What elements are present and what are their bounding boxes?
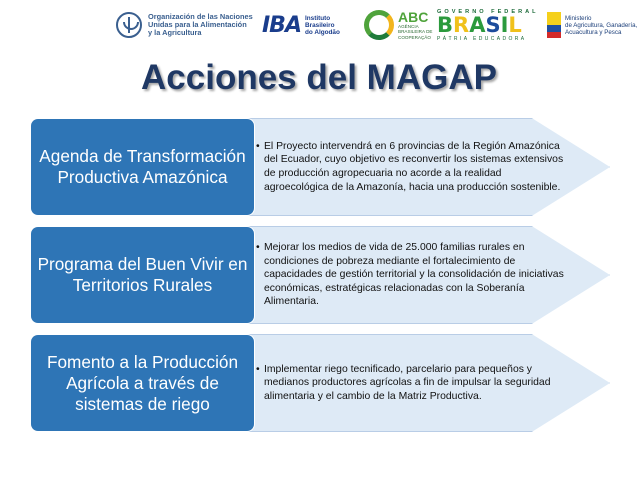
brasil-letter: I (500, 12, 509, 37)
program-label-box: Agenda de Transformación Productiva Amazónica (31, 119, 254, 215)
fao-logo-text (148, 13, 253, 38)
description-text (256, 118, 566, 216)
iba-line: Instituto (304, 14, 331, 22)
program-label-box: Fomento a la Producción Agrícola a través de sistemas de riego (31, 335, 254, 431)
iba-logo (262, 6, 340, 44)
description-body: Mejorar los medios de vida de 25.000 familias rurales en condiciones de pobreza mediante el fortalecimiento de capacidades de gestión territorial y la consolidación de iniciativas económicas, estratégicas relacionadas con la Soberanía Alimentaria. (264, 242, 564, 308)
page-title: Acciones del MAGAP (141, 58, 497, 97)
fao-line: Unidas para la Alimentación (148, 19, 247, 29)
ministerio-line: de Agricultura, Ganadería, (565, 21, 638, 29)
bullet: • (256, 140, 260, 152)
brasil-letter: S (485, 12, 501, 37)
program-label-box: Programa del Buen Vivir en Territorios Rurales (31, 227, 254, 323)
brasil-logo (437, 6, 539, 44)
ecuador-flag-icon (547, 12, 561, 38)
abc-ring-icon (364, 10, 394, 40)
logo-bar (0, 0, 638, 48)
abc-logo-text (398, 10, 432, 40)
brasil-letter: A (469, 12, 486, 37)
brasil-letter: R (453, 12, 470, 37)
brasil-letter: L (508, 12, 522, 37)
fao-logo (116, 6, 253, 44)
fao-emblem-icon (116, 12, 142, 38)
ministerio-line: Acuacultura y Pesca (565, 28, 622, 36)
abc-line: AGÊNCIA (398, 24, 419, 30)
fao-line: y la Agricultura (148, 28, 202, 38)
description-body: Implementar riego tecnificado, parcelario para pequeños y medianos productores agrícolas a fin de impulsar la seguridad alimentaria y el cambio de la Matriz Productiva. (264, 363, 551, 402)
iba-mark: IBA (262, 12, 301, 38)
brasil-bottom-text: PÁTRIA EDUCADORA (437, 35, 527, 42)
description-text (256, 226, 566, 324)
abc-mark: ABC (398, 9, 429, 26)
iba-line: do Algodão (304, 28, 340, 36)
ministerio-logo-text (565, 15, 637, 36)
ministerio-logo (547, 6, 637, 44)
iba-line: Brasileiro (304, 21, 335, 29)
fao-line: Organización de las Naciones (148, 11, 253, 21)
bullet: • (256, 242, 260, 254)
abc-line: COOPERAÇÃO (398, 34, 431, 40)
abc-line: BRASILEIRA DE (398, 29, 433, 35)
brasil-mark (437, 12, 522, 37)
description-text (256, 334, 566, 432)
brasil-top-text: GOVERNO FEDERAL (437, 8, 539, 15)
bullet: • (256, 363, 260, 375)
brasil-letter: B (437, 12, 454, 37)
abc-logo (364, 6, 432, 44)
ministerio-line: Ministerio (565, 14, 592, 22)
iba-logo-text (305, 15, 340, 36)
description-body: El Proyecto intervendrá en 6 provincias de la Región Amazónica del Ecuador, cuyo objetivo es reconvertir los sistemas extensivos de producción agropecuaria no acorde a la realidad agroecológica de la Amazonía, hacia una producción sostenible. (264, 140, 564, 193)
